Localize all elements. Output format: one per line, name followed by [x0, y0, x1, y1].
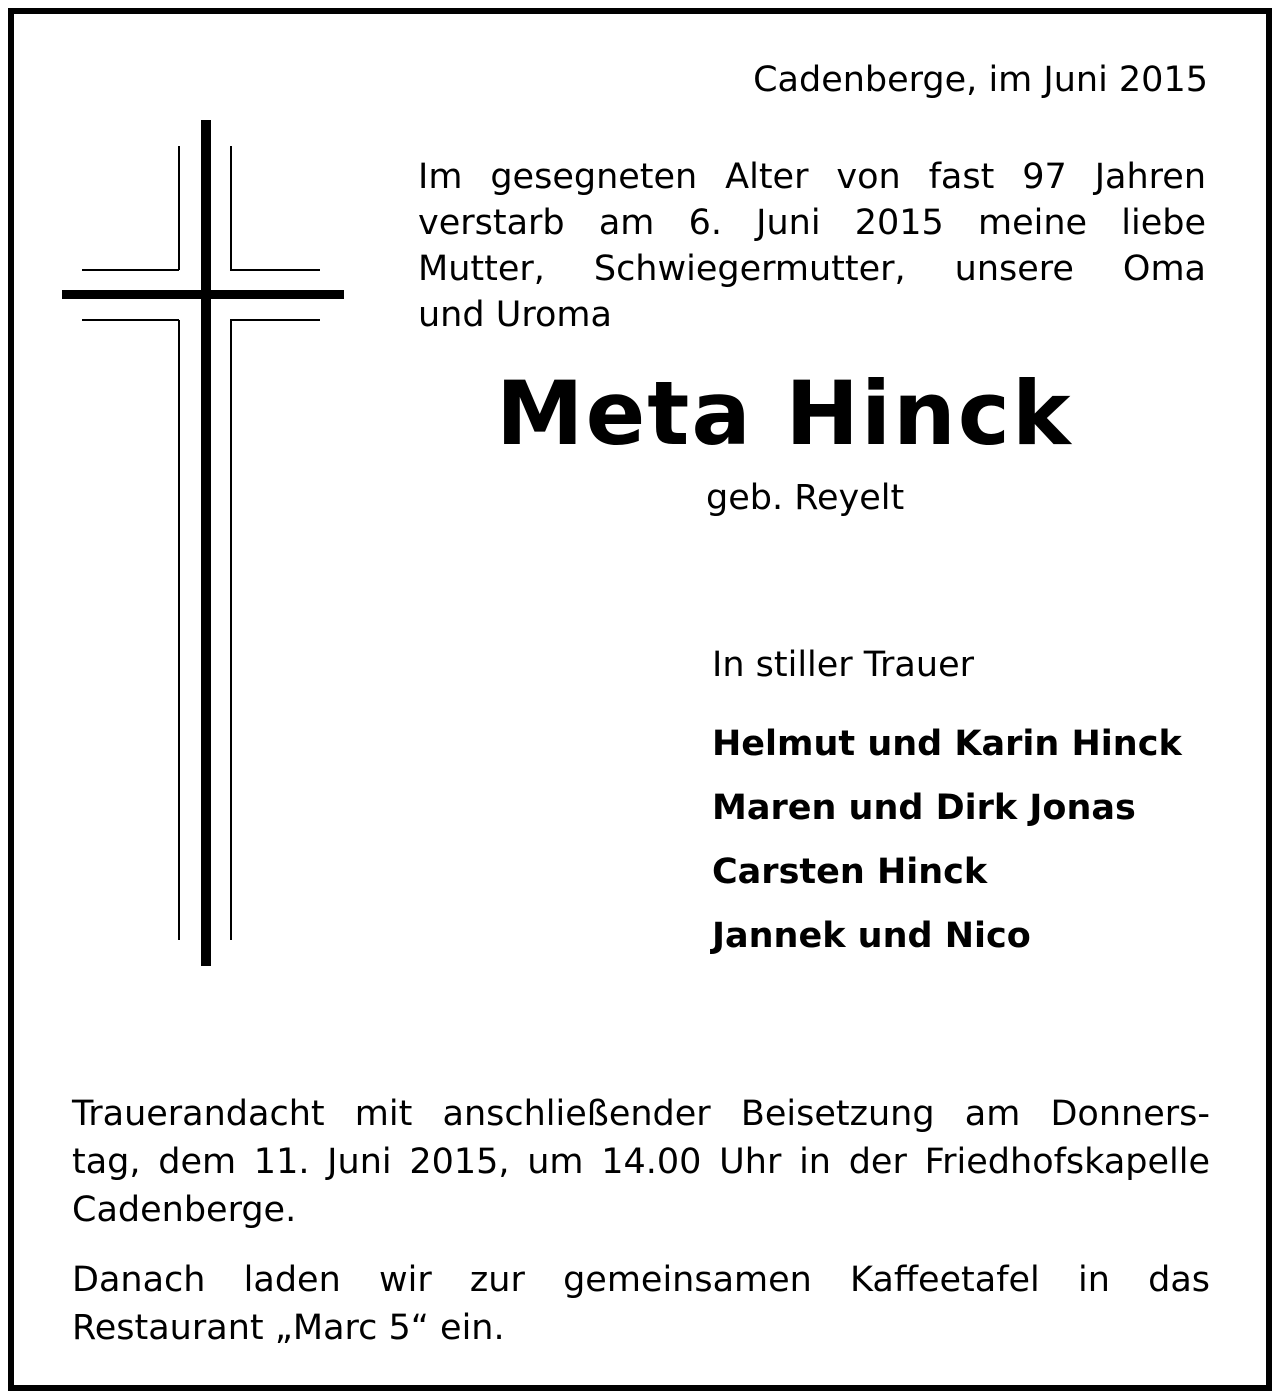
birth-name: geb. Reyelt [706, 478, 905, 518]
intro-line: Mutter, Schwiegermutter, unsere Oma [418, 249, 1206, 289]
service-line: Cadenberge. [72, 1190, 297, 1230]
mourner-name: Carsten Hinck [712, 852, 988, 892]
mourner-name: Maren und Dirk Jonas [712, 788, 1136, 828]
intro-paragraph [418, 154, 1206, 338]
invitation-line: Restaurant „Marc 5“ ein. [72, 1308, 505, 1348]
mourning-heading: In stiller Trauer [712, 645, 974, 685]
intro-line: Im gesegneten Alter von fast 97 Jahren [418, 157, 1206, 197]
service-paragraph [72, 1090, 1210, 1234]
intro-line: und Uroma [418, 295, 612, 335]
date-line: Cadenberge, im Juni 2015 [753, 60, 1208, 100]
mourner-name: Jannek und Nico [712, 916, 1031, 956]
invitation-paragraph [72, 1256, 1210, 1352]
intro-line: verstarb am 6. Juni 2015 meine liebe [418, 203, 1206, 243]
deceased-name: Meta Hinck [496, 362, 1073, 465]
mourner-name: Helmut und Karin Hinck [712, 724, 1182, 764]
service-line: tag, dem 11. Juni 2015, um 14.00 Uhr in der Friedhofskapelle [72, 1142, 1210, 1182]
service-line: Trauerandacht mit anschließender Beisetzung am Donners- [72, 1094, 1210, 1134]
invitation-line: Danach laden wir zur gemeinsamen Kaffeetafel in das [72, 1260, 1210, 1300]
